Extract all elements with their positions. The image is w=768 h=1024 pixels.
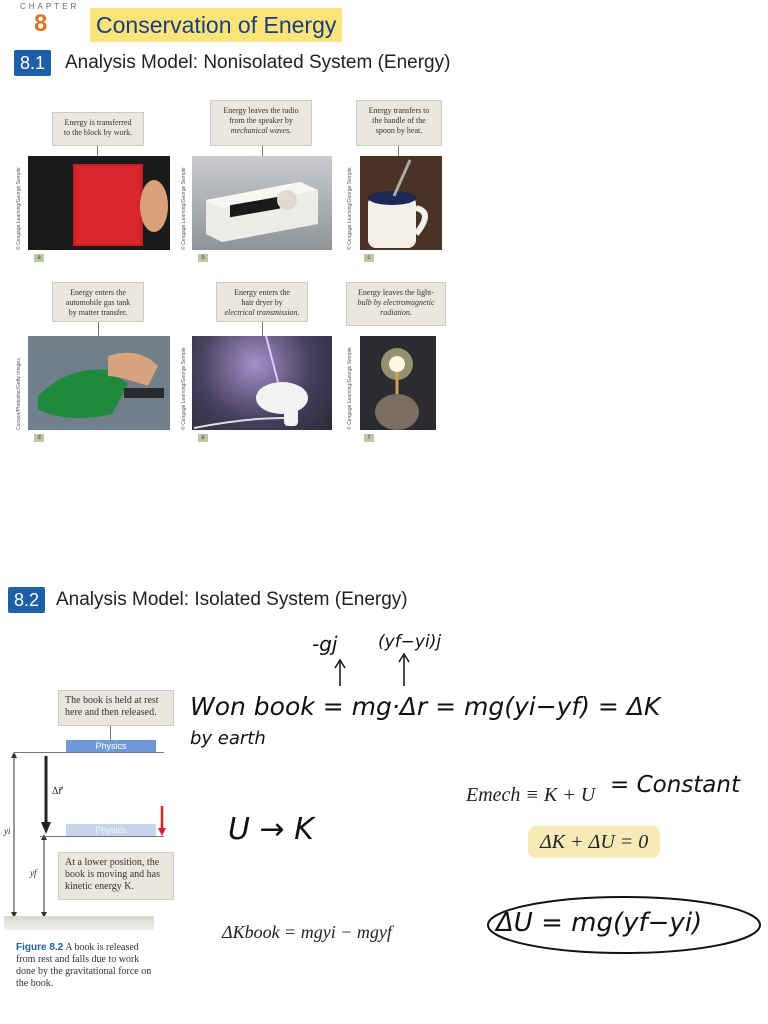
pointer-line [98,322,99,336]
callout-line: spoon by heat. [375,126,423,135]
callout-line: mechanical waves. [230,126,292,135]
callout-line: Energy transfers to [368,106,430,115]
callout-line: here and then released. [65,707,157,718]
panel-label-c: c [364,254,374,262]
panel-label-e: e [198,434,208,442]
callout-line: from the speaker by [229,116,293,125]
hair-dryer-illustration [192,336,332,430]
equation-delta-k-book: ΔKbook = mgyi − mgyf [222,922,392,942]
section-number-8-1: 8.1 [14,50,51,76]
caption-line: done by the gravitational force on [16,966,152,977]
callout-line: hair dryer by [241,298,283,307]
callout-c [356,100,442,146]
pointer-line [110,726,111,740]
lamp-illustration [360,336,436,430]
figure-callout-top [58,690,174,726]
callout-line: automobile gas tank [65,298,131,307]
photo-credit: © Cengage Learning/George Semple [16,167,22,250]
figure-arrows [0,750,190,930]
handwritten-constant: = Constant [610,772,740,798]
panel-label-d: d [34,434,44,442]
figure-callout-bottom [58,852,174,900]
handwritten-arrows [330,650,430,690]
callout-line: The book is held at rest [65,695,159,706]
callout-e [216,282,308,322]
coffee-mug-illustration [360,156,442,250]
photo-hair-dryer [192,336,332,430]
yf-label: yf [30,868,37,878]
callout-a [52,112,144,146]
photo-credit: © Cengage Learning/George Semple [347,347,353,430]
section-title-8-1: Analysis Model: Nonisolated System (Energy) [65,52,451,73]
callout-line: by matter transfer. [68,308,128,317]
floor [4,916,154,930]
callout-line: Energy enters the [70,288,126,297]
photo-lightbulb-lamp [360,336,436,430]
equation-mechanical-energy: Emech ≡ K + U [466,784,596,806]
callout-line: radiation. [380,308,412,317]
callout-line: bulb by electromagnetic [357,298,435,307]
pointer-line [262,322,263,336]
photo-red-block [28,156,170,250]
chapter-number: 8 [34,10,48,37]
callout-line: Energy leaves the radio [223,106,299,115]
callout-line: electrical transmission. [224,308,300,317]
photo-credit: © Cengage Learning/George Semple [181,167,187,250]
callout-line: At a lower position, the [65,857,160,868]
photo-credit: © Cengage Learning/George Semple [347,167,353,250]
section-title-8-2: Analysis Model: Isolated System (Energy) [56,589,408,610]
handwritten-by-earth: by earth [190,728,266,749]
caption-line: from rest and falls due to work [16,954,140,965]
chapter-title: Conservation of Energy [90,8,342,42]
callout-d [52,282,144,322]
photo-credit: Cocoon/Photodisc/Getty Images [16,358,22,430]
handwritten-work-equation: Won book = mg·Δr = mg(yi−yf) = ΔK [190,692,661,721]
callout-line: Energy is transferred [64,118,132,127]
handwritten-delta-u-equation: ΔU = mg(yf−yi) [496,908,703,938]
reference-line-bottom [40,836,164,837]
yi-label: yi [4,826,11,836]
handwritten-u-to-k: U → K [228,812,314,847]
delta-r-label: Δr⃗ [52,786,63,797]
book-top: Physics [66,740,156,752]
callout-line: kinetic energy K. [65,881,134,892]
callout-line: the handle of the [372,116,426,125]
handwritten-displacement-vector: (yf−yi)j [378,632,442,652]
callout-line: book is moving and has [65,869,160,880]
photo-gas-pump [28,336,170,430]
photo-coffee-mug [360,156,442,250]
section-number-8-2: 8.2 [8,587,45,613]
callout-line: to the block by work. [63,128,133,137]
callout-line: Energy leaves the light- [357,288,435,297]
callout-b [210,100,312,146]
red-block-illustration [28,156,170,250]
caption-line: the book. [16,978,54,989]
caption-label: Figure 8.2 [16,942,64,953]
equation-energy-conservation: ΔK + ΔU = 0 [528,826,660,858]
figure-caption [16,942,178,990]
panel-label-b: b [198,254,208,262]
gas-pump-illustration [28,336,170,430]
book-bottom: Physics [66,824,156,836]
photo-clock-radio [192,156,332,250]
photo-credit: © Cengage Learning/George Semple [181,347,187,430]
chapter-label: CHAPTER [20,2,80,11]
caption-line: A book is released [65,942,139,953]
panel-label-a: a [34,254,44,262]
callout-f [346,282,446,326]
clock-radio-illustration [192,156,332,250]
callout-line: Energy enters the [234,288,290,297]
handwritten-gravity-vector: -gj [312,632,338,656]
panel-label-f: f [364,434,374,442]
